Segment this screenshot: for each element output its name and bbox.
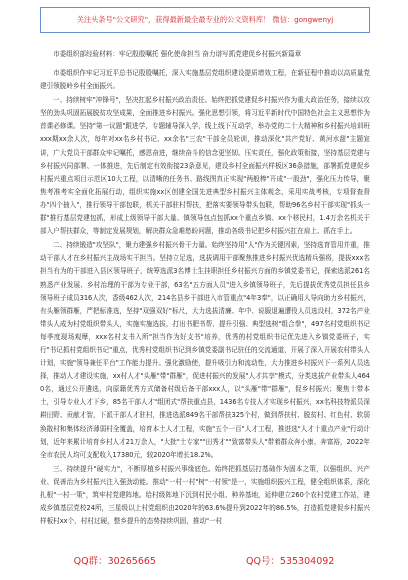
promo-banner-text: 关注头条号"公文研究"，获得最新最全最专业的公文资料库！ 微信：gongwenyj <box>76 15 334 24</box>
document-body <box>40 48 370 529</box>
qq-number-text: QQ号：535304092 <box>245 556 335 567</box>
section-paragraph-3: 三、持续提升"硬实力"，不断厚植乡村振兴事缘底色。始终把抓基层打基础作为固本之策，以强组织、兴产业、促善治为乡村振兴注入强劲动能。推动"一村一村"树"一村领"是一，实施组织振兴工程，健全组织体系，深化扎根"一村一策"，筑牢村党建阵地。给村级阵地下沉到村民小组、种养基地，延伸建立260个农村党建工作站，建成乡镇基层党校24所，三星级以上村党组织由2020年的63.6%提升到2022年的86.5%，打造抓党建促乡村振兴样板村xx个，村村过硬，整乡提升的态势持续巩固，推动"一村 <box>40 464 370 526</box>
document-intro: 市委组织作牢记习近平总书记殷殷嘱托，深入实施基层党组织建设提质增效工程，在新征程中推动以高质量党建引领脱岭乡村全面振兴。 <box>40 69 370 91</box>
section-paragraph-2: 二、持续锻造"攻坚队"，聚力建强乡村振兴骨干力量。始终坚持用"人"作为关键因素，坚持选育管用并重，推动干部人才在乡村振兴主战场实干担当。坚持立足选，选拔调用干部聚焦推进乡村振兴优选精兵强将，提拔xxx名担当有为的干部进入县区领导班子，统筹选派3名博士生挂职担任乡村振兴方面的乡镇党委书记，探索选派261名熟悉产业发展、乡村治理的干部为专业干部，63名"五方面人员"进入乡镇领导班子，先后提拔优秀党员担任县乡领导班子成员316人次，香级462人次，214名县乡干部进入市管重点"4年3奉"，以正确用人导向助力乡村振兴，有头雁领群雁，严把标准选，坚持"双强双好"标尺，大力选拔清廉、年中、说服退遍遭役人员选设村，372名产业带头人成为村党组织带头人，实施实施选拔，打出书肥书帮、提升引强、典型选树"组合拳"，497名村党组织书记每季度现场观摩，xxx名村支书入所"担当作为好支书"培养，优秀的村党组织书记优先进入乡镇党委班子，实行"书记抓村党组织书记"重点，优秀村党组织书记到乡镇党委副书记驻任的交流通道，开展了深入开展农村带头人计划，实施"领导兼任平台"工作能力提升。强化激励使，提升吸引力和流动性，大力推进乡村振兴下一系列人员选择，推动人才建设实施，xx村人才"头雁"带"群雁"，促进村振兴的发展"人才共享"模式，分类选拔产业带头人4640名，通过公开遴选，向原籍优秀方式储备村级后备干部xxx人，以"头雁"带"群雁"，促乡村振兴；聚焦十带本土，引导专业人才下乡，85名干部人才"组团式"帮扶重点县，1436名专技人才实现乡村振兴，xx名科技特派员深耕田野、贡献才智，下派干部人才驻村，推进选派849名干部帮扶325个村，做到帮扶村、脱贫村、红色村、软弱涣散村和集体经济薄弱村全覆盖，培育本土人才工程，实施"五个一百"人才工程，推进选"人才十重点产业"行动计划，近年来累计培育乡村人才21万余人，"大批"土专家""田秀才""致富带头人"带着群众奔小康、奔富裕，2022年全市农民人均可支配收入17380元，较2020年增长18.2%。 <box>40 241 370 459</box>
section-paragraph-1: 一、持续树牢"冲锋号"，坚决扛起乡村振兴政治责任。始终把抓党建促乡村振兴作为重大政治任务，接续以攻坚的劲头巩固拓展脱贫攻坚成果，全面推进乡村振兴。强化思想引领，将习近平新时代中国特色社会主义思想作为首课必修课。坚持"第一议题"跟进学，专题辅导深入学，线上线下互动学，举办党的二十大精神和乡村振兴培训班xxx期xx余人次，每年对xx名乡村书记、xx余名"三农"干部全员轮训，推动深化"共产党好、黄河水甜"主题宣讲，广大党员干部群众牢记嘱托，感恩奋进，继续奋斗的信念更坚韧。压实责任，强化政策衔接，坚持基层党建与乡村振兴同部署、一体推进，先后制定有效衔接23条意见，建设乡村全面振兴样板区36条措施，部署抓党建促乡村振兴重点项目示范区10大工程，以清晰的任务书、路线图真正实现"两般棒"开成"一股劲"，强化压力传导，聚焦考准考实全面化拓展行动，组织实施xx区创建全国先进典型乡村振兴主体观念，采用实战考核，专项督查督办"四个抽入"，推行领导干部包联，机关干部驻村帮扶，把落实要领导带头包联，帮助96名乡村干部实现"抓头一群"推行基层党建包抓，形成上级领导干部大量、镇领导包点包抓xx个重点乡镇、xx个移民村，1.4万余名机关干部入户帮扶群众，等制定发展规划，解决群众急难愁盼问题，推动各级书记把乡村振兴扛在肩上、抓在手上。 <box>40 96 370 236</box>
qq-group-text: QQ群：30265665 <box>73 556 156 567</box>
document-subtitle: 市委组织部经验材料：牢记殷殷嘱托 强化使命担当 奋力谱写抓党建促乡村振兴新篇章 <box>53 50 302 58</box>
promo-banner <box>40 7 370 33</box>
page-footer <box>0 553 408 567</box>
